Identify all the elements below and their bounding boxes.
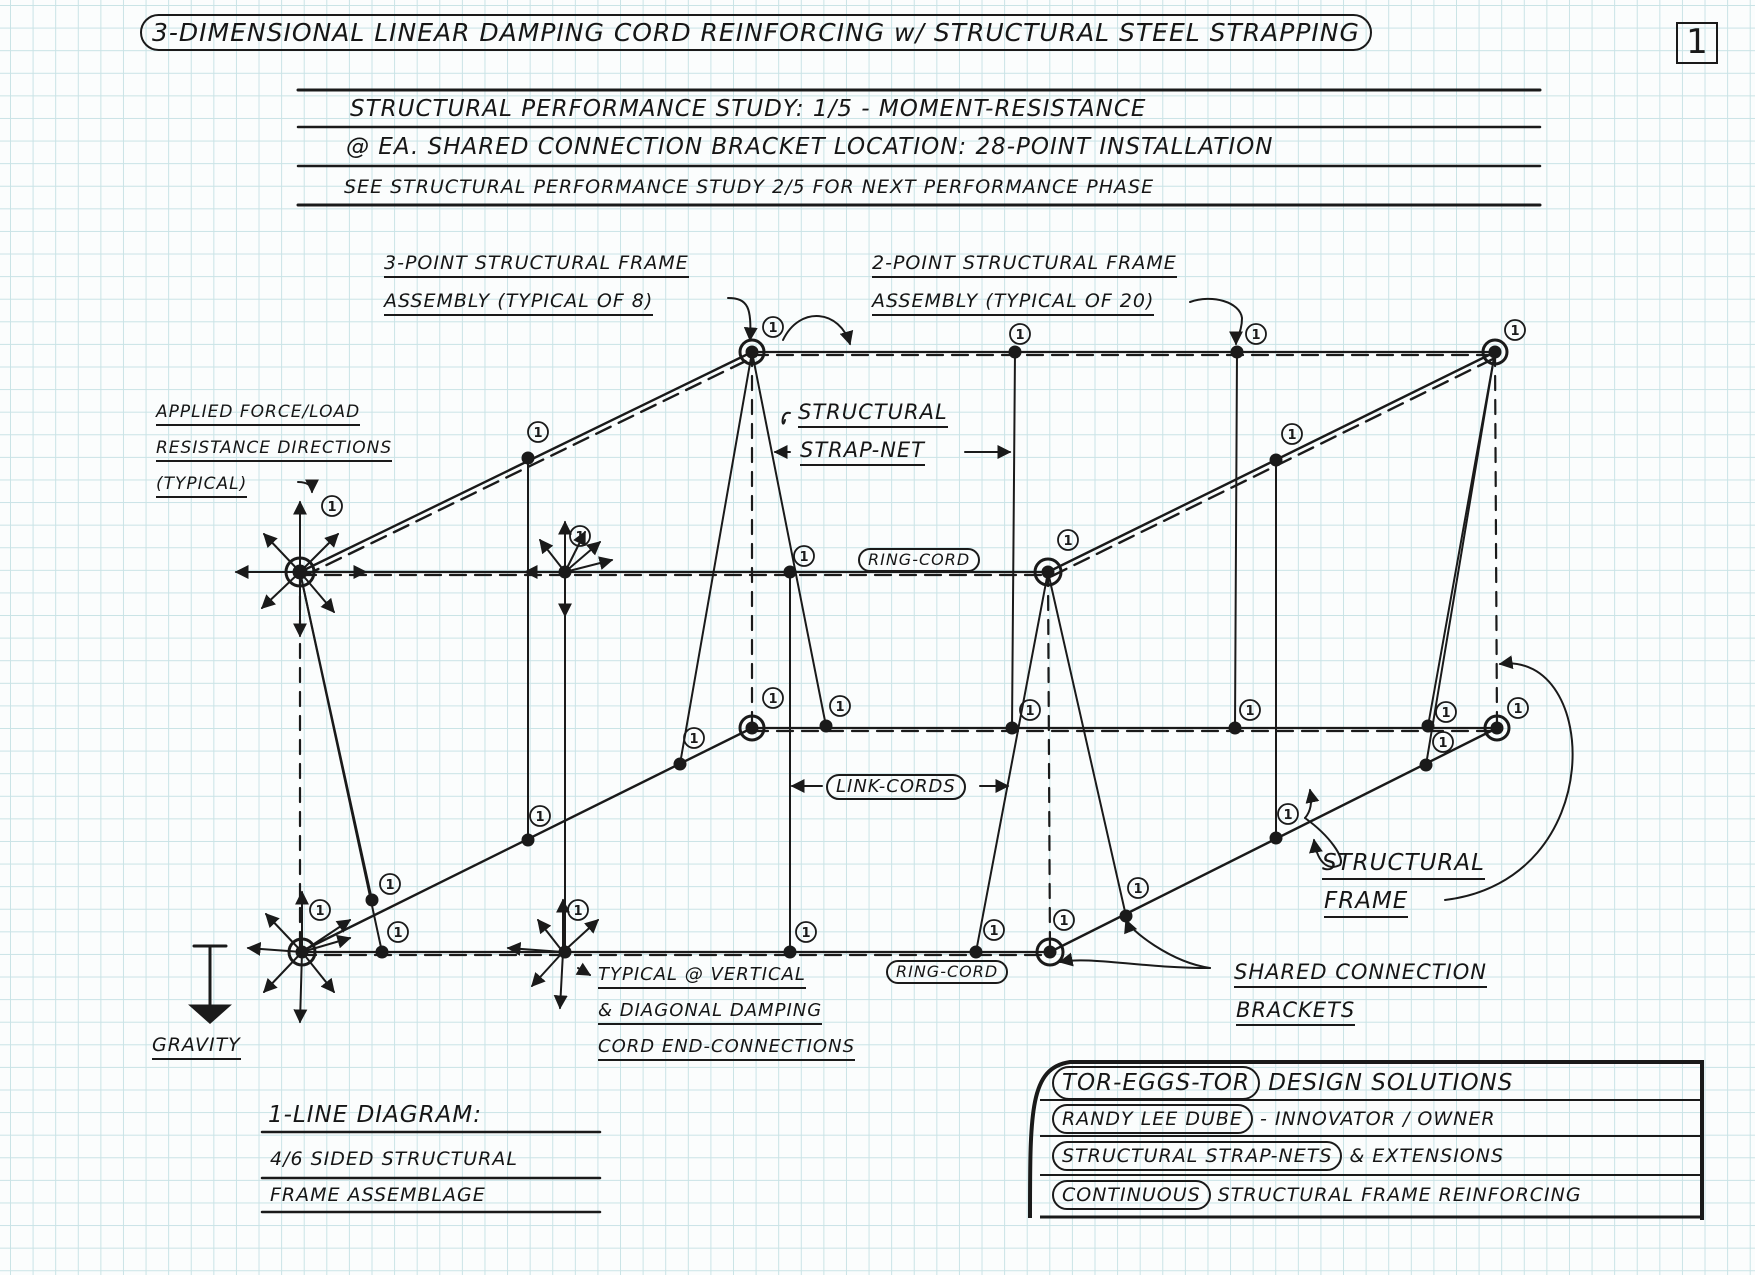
study-line-1: STRUCTURAL PERFORMANCE STUDY: 1/5 - MOMENT-RESISTANCE [350, 96, 1147, 122]
node-tag-label: 1 [393, 926, 403, 941]
strap-net-label-1: STRUCTURAL [798, 402, 948, 428]
cord-node [784, 946, 796, 958]
title-block-row-1 [1052, 1072, 1513, 1095]
cord-node [559, 566, 571, 578]
cord-node [674, 758, 686, 770]
node-tag-label: 1 [573, 904, 583, 919]
study-line-2: @ EA. SHARED CONNECTION BRACKET LOCATION: 28-POINT INSTALLATION [346, 134, 1274, 160]
node-tag-label: 1 [1059, 914, 1069, 929]
continuous-tag: CONTINUOUS [1052, 1180, 1211, 1210]
gravity-label: GRAVITY [152, 1036, 241, 1060]
cord-node [1231, 346, 1243, 358]
node-tag-label: 1 [1283, 808, 1293, 823]
typical-connection-label-2: & DIAGONAL DAMPING [598, 1002, 822, 1025]
shared-connection-bracket [1491, 722, 1503, 734]
owner-role: - INNOVATOR / OWNER [1259, 1108, 1496, 1130]
cord-node [1420, 759, 1432, 771]
shared-connection-bracket [746, 722, 758, 734]
product-extension: & EXTENSIONS [1349, 1145, 1505, 1167]
shared-connection-bracket [1042, 566, 1054, 578]
node-tag-label: 1 [327, 500, 337, 515]
title-block-row-2 [1052, 1110, 1496, 1129]
gravity-symbol [192, 946, 228, 1022]
node-tag-label: 1 [689, 732, 699, 747]
one-line-diagram-label-1: 1-LINE DIAGRAM: [268, 1102, 482, 1128]
node-tag-label: 1 [1063, 534, 1073, 549]
ring-cord-label-bottom: RING-CORD [886, 960, 1008, 984]
cord-node [559, 946, 571, 958]
study-line-3: SEE STRUCTURAL PERFORMANCE STUDY 2/5 FOR NEXT PERFORMANCE PHASE [344, 176, 1155, 198]
shared-brackets-label-2: BRACKETS [1236, 1000, 1355, 1026]
two-point-label-2: ASSEMBLY (TYPICAL OF 20) [872, 292, 1154, 316]
node-tag-label: 1 [1245, 704, 1255, 719]
applied-force-label-2: RESISTANCE DIRECTIONS [156, 440, 392, 462]
node-tag-label: 1 [315, 904, 325, 919]
drawing-title: 3-DIMENSIONAL LINEAR DAMPING CORD REINFORCING w/ STRUCTURAL STEEL STRAPPING [140, 14, 1372, 51]
cord-node [820, 720, 832, 732]
cord-node [784, 566, 796, 578]
node-tag-label: 1 [1513, 702, 1523, 717]
title-block-row-3 [1052, 1147, 1504, 1166]
typical-connection-label-3: CORD END-CONNECTIONS [598, 1038, 855, 1061]
node-tag-label: 1 [1287, 428, 1297, 443]
cord-node [522, 834, 534, 846]
three-point-label-1: 3-POINT STRUCTURAL FRAME [384, 254, 689, 278]
node-tag-label: 1 [533, 426, 543, 441]
cord-node [1120, 910, 1132, 922]
cord-node [1422, 720, 1434, 732]
node-tag-label: 1 [1251, 328, 1261, 343]
node-tag-label: 1 [1510, 324, 1520, 339]
node-tag-label: 1 [799, 550, 809, 565]
node-tag-label: 1 [1133, 882, 1143, 897]
cord-node [522, 452, 534, 464]
shared-brackets-label-1: SHARED CONNECTION [1234, 962, 1487, 988]
cord-node [1270, 454, 1282, 466]
reinforcing-text: STRUCTURAL FRAME REINFORCING [1217, 1184, 1582, 1206]
shared-connection-bracket [746, 346, 758, 358]
node-tag-label: 1 [1441, 706, 1451, 721]
node-tag-label: 1 [1025, 704, 1035, 719]
node-tag-label: 1 [1015, 328, 1025, 343]
cord-node [1229, 722, 1241, 734]
ring-cord-label-top: RING-CORD [858, 548, 980, 572]
cord-node [376, 946, 388, 958]
node-tag-label: 1 [575, 530, 585, 545]
one-line-diagram-label-2: 4/6 SIDED STRUCTURAL [270, 1148, 518, 1170]
shared-connection-bracket [1489, 346, 1501, 358]
cord-node [970, 946, 982, 958]
node-tag-label: 1 [989, 924, 999, 939]
node-tag-label: 1 [385, 878, 395, 893]
applied-force-label-1: APPLIED FORCE/LOAD [156, 404, 360, 426]
owner-name: RANDY LEE DUBE [1052, 1104, 1253, 1134]
node-tag-label: 1 [1438, 736, 1448, 751]
strap-net-label-2: STRAP-NET [800, 440, 925, 466]
node-tag-label: 1 [768, 692, 778, 707]
node-tag-label: 1 [801, 926, 811, 941]
two-point-label-1: 2-POINT STRUCTURAL FRAME [872, 254, 1177, 278]
applied-force-label-3: (TYPICAL) [156, 476, 247, 498]
three-point-label-2: ASSEMBLY (TYPICAL OF 8) [384, 292, 653, 316]
typical-connection-label-1: TYPICAL @ VERTICAL [598, 966, 806, 989]
structural-frame-label-2: FRAME [1324, 890, 1408, 918]
structural-frame-label-1: STRUCTURAL [1322, 852, 1485, 880]
company-name: TOR-EGGS-TOR [1052, 1066, 1260, 1100]
one-line-diagram-label-3: FRAME ASSEMBLAGE [270, 1184, 486, 1206]
shared-connection-bracket [296, 946, 308, 958]
node-tag-label: 1 [835, 700, 845, 715]
company-tagline: DESIGN SOLUTIONS [1268, 1070, 1514, 1096]
cord-node [1009, 346, 1021, 358]
cord-node [1006, 722, 1018, 734]
shared-connection-bracket [293, 565, 307, 579]
shared-connection-bracket [1044, 946, 1056, 958]
node-tag-label: 1 [768, 321, 778, 336]
cord-node [366, 894, 378, 906]
node-tag-label: 1 [535, 810, 545, 825]
product-name: STRUCTURAL STRAP-NETS [1052, 1141, 1342, 1171]
cord-node [1270, 832, 1282, 844]
link-cords-label: LINK-CORDS [826, 774, 966, 800]
title-block-row-4 [1052, 1186, 1582, 1205]
sheet-number: 1 [1676, 22, 1718, 64]
